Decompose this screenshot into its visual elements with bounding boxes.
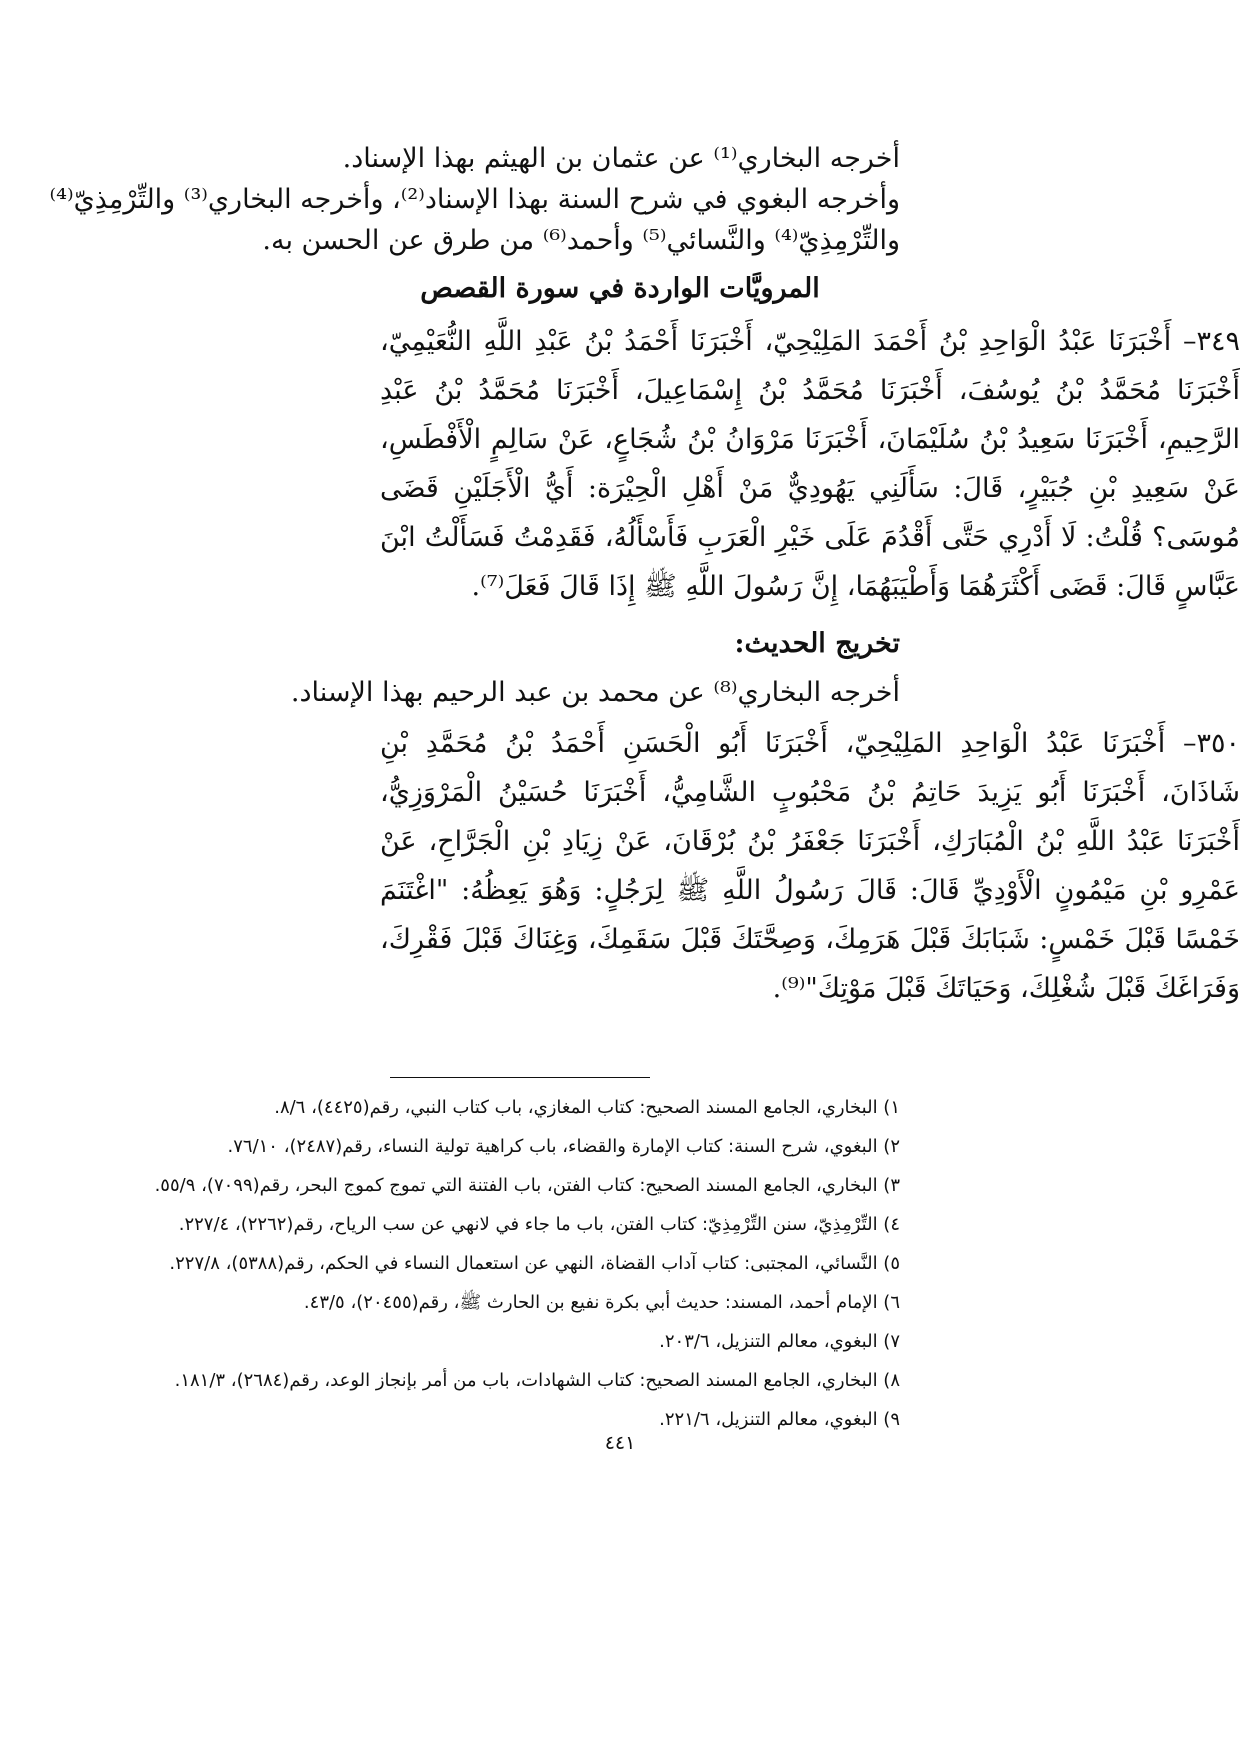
hadith-349-line: أَخْبَرَنَا مُحَمَّدُ بْنُ يُوسُفَ، أَخْبَرَنَا مُحَمَّدُ بْنُ إِسْمَاعِيلَ، أَخْبَرَنَا مُحَمَّدُ بْنُ عَبْدِ (380, 375, 1240, 406)
footnote-item: ٨) البخاري، الجامع المسند الصحيح: كتاب الشهادات، باب من أمر بإنجاز الوعد، رقم(٢٦٨٤)، ١٨١/٣. (174, 1370, 900, 1391)
footnote-separator (390, 1077, 650, 1078)
hadith-349-line: ٣٤٩– أَخْبَرَنَا عَبْدُ الْوَاحِدِ بْنُ أَحْمَدَ المَلِيْحِيّ، أَخْبَرَنَا أَحْمَدُ بْنُ عَبْدِ اللَّهِ النُّعَيْمِيّ، (380, 326, 1240, 357)
text-line: أخرجه البخاري⁽¹⁾ عن عثمان بن الهيثم بهذا الإسناد. (342, 143, 900, 174)
hadith-349-line: عَنْ سَعِيدِ بْنِ جُبَيْرٍ، قَالَ: سَأَلَنِي يَهُودِيٌّ مَنْ أَهْلِ الْحِيْرَة: أَيُّ الْأَجَلَيْنِ قَضَى (380, 473, 1240, 504)
takhrij-heading: تخريج الحديث: (734, 628, 900, 659)
hadith-349-line: عَبَّاسٍ قَالَ: قَضَى أَكْثَرَهُمَا وَأَطْيَبَهُمَا، إِنَّ رَسُولَ اللَّهِ ﷺ إِذَا قَالَ فَعَلَ⁽⁷⁾. (471, 571, 1240, 602)
hadith-350-line: خَمْسًا قَبْلَ خَمْسٍ: شَبَابَكَ قَبْلَ هَرَمِكَ، وَصِحَّتَكَ قَبْلَ سَقَمِكَ، وَغِنَاكَ قَبْلَ فَقْرِكَ، (380, 924, 1240, 955)
section-heading: المرويَّات الواردة في سورة القصص (420, 273, 820, 304)
hadith-350-line: عَمْرِو بْنِ مَيْمُونٍ الْأَوْدِيِّ قَالَ: قَالَ رَسُولُ اللَّهِ ﷺ لِرَجُلٍ: وَهُوَ يَعِظُهُ: "اغْتَنَمَ (380, 875, 1240, 906)
text-line: وأخرجه البغوي في شرح السنة بهذا الإسناد⁽²⁾، وأخرجه البخاري⁽³⁾ والتِّرْمِذِيّ⁽⁴⁾ (49, 184, 900, 215)
footnote-item: ٣) البخاري، الجامع المسند الصحيح: كتاب الفتن، باب الفتنة التي تموج كموج البحر، رقم(٧٠٩٩)، ٥٥/٩. (154, 1175, 900, 1196)
hadith-349-line: مُوسَى؟ قُلْتُ: لَا أَدْرِي حَتَّى أَقْدُمَ عَلَى خَيْرِ الْعَرَبِ فَأَسْأَلُهُ، فَقَدِمْتُ فَسَأَلْتُ ابْنَ (380, 522, 1240, 553)
takhrij-line: أخرجه البخاري⁽⁸⁾ عن محمد بن عبد الرحيم بهذا الإسناد. (290, 677, 900, 708)
hadith-349-line: الرَّحِيمِ، أَخْبَرَنَا سَعِيدُ بْنُ سُلَيْمَانَ، أَخْبَرَنَا مَرْوَانُ بْنُ شُجَاعٍ، عَنْ سَالِمٍ الْأَفْطَسِ، (380, 424, 1240, 455)
footnote-item: ٦) الإمام أحمد، المسند: حديث أبي بكرة نفيع بن الحارث ﷺ، رقم(٢٠٤٥٥)، ٤٣/٥. (303, 1292, 900, 1313)
footnote-item: ٧) البغوي، معالم التنزيل، ٢٠٣/٦. (659, 1331, 900, 1352)
page-number: ٤٤١ (604, 1432, 636, 1454)
footnote-item: ٢) البغوي، شرح السنة: كتاب الإمارة والقضاء، باب كراهية تولية النساء، رقم(٢٤٨٧)، ٧٦/١٠. (227, 1136, 900, 1157)
footnote-item: ٤) التِّرْمِذِيّ، سنن التِّرْمِذِيّ: كتاب الفتن، باب ما جاء في لانهي عن سب الرياح، رقم(٢٢٦٢)، ٢٢٧/٤. (178, 1214, 900, 1235)
hadith-350-line: وَفَرَاغَكَ قَبْلَ شُغْلِكَ، وَحَيَاتَكَ قَبْلَ مَوْتِكَ"⁽⁹⁾. (772, 973, 1240, 1004)
text-line: والتِّرْمِذِيّ⁽⁴⁾ والنَّسائي⁽⁵⁾ وأحمد⁽⁶⁾ من طرق عن الحسن به. (262, 225, 900, 256)
footnote-item: ٥) النَّسائي، المجتبى: كتاب آداب القضاة، النهي عن استعمال النساء في الحكم، رقم(٥٣٨٨)، ٢٢٧/٨. (169, 1253, 900, 1274)
hadith-350-line: شَاذَانَ، أَخْبَرَنَا أَبُو يَزِيدَ حَاتِمُ بْنُ مَحْبُوبٍ الشَّامِيُّ، أَخْبَرَنَا حُسَيْنُ الْمَرْوَزِيُّ، (380, 777, 1240, 808)
footnote-item: ٩) البغوي، معالم التنزيل، ٢٢١/٦. (659, 1409, 900, 1430)
footnote-item: ١) البخاري، الجامع المسند الصحيح: كتاب المغازي، باب كتاب النبي، رقم(٤٤٢٥)، ٨/٦. (274, 1097, 900, 1118)
hadith-350-line: أَخْبَرَنَا عَبْدُ اللَّهِ بْنُ الْمُبَارَكِ، أَخْبَرَنَا جَعْفَرُ بْنُ بُرْقَانَ، عَنْ زِيَادِ بْنِ الْجَرَّاحِ، عَنْ (380, 826, 1240, 857)
hadith-350-line: ٣٥٠– أَخْبَرَنَا عَبْدُ الْوَاحِدِ المَلِيْحِيّ، أَخْبَرَنَا أَبُو الْحَسَنِ أَحْمَدُ بْنُ مُحَمَّدِ بْنِ (380, 728, 1240, 759)
